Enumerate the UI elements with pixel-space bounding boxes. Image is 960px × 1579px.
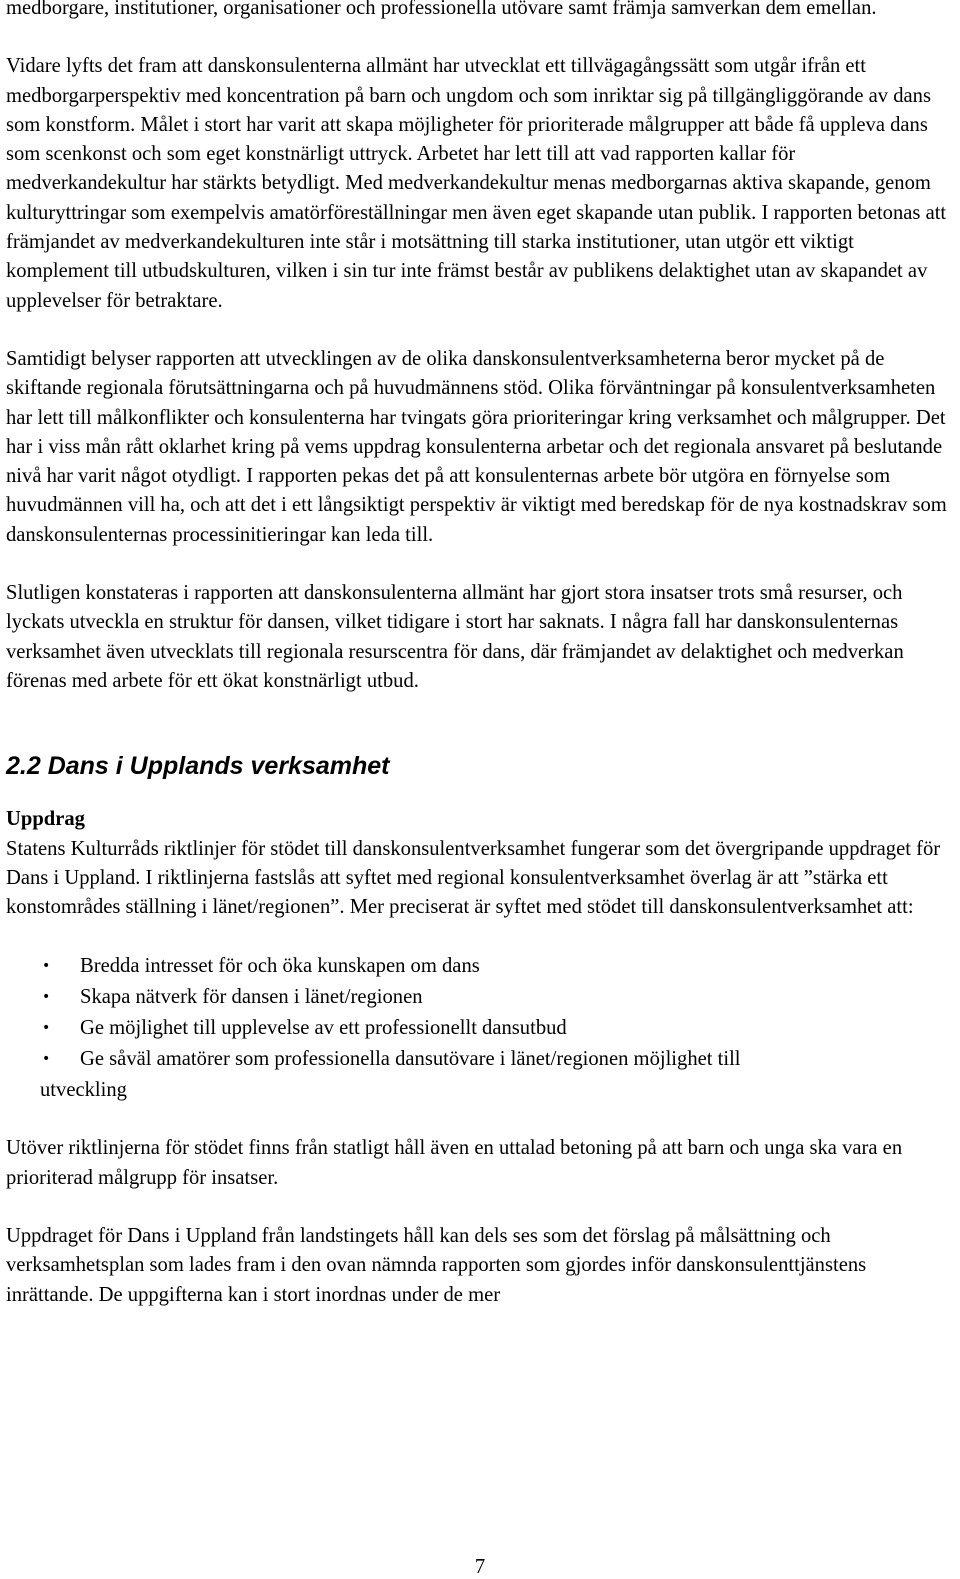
paragraph-continuation: medborgare, institutioner, organisationer och professionella utövare samt främja samverkan dem emellan. [6,0,877,19]
list-item-text: Skapa nätverk för dansen i länet/regionen [80,986,423,1009]
bullet-icon: • [42,1020,51,1037]
section-heading: 2.2 Dans i Upplands verksamhet [6,752,390,781]
paragraph-working-method: Vidare lyfts det fram att danskonsulenterna allmänt har utvecklat ett tillvägagångssätt som utgår ifrån ett medborgarperspektiv med koncentration på barn och ungdom och som inriktar sig på tillgängliggörande av dans som konstform. Målet i stort har varit att skapa möjligheter för prioriterade målgrupper att både få uppleva dans som scenkonst och som eget konstnärligt uttryck. Arbetet har lett till att vad rapporten kallar för medverkandekultur har stärkts betydligt. Med medverkandekultur menas medborgarnas aktiva skapande, genom kulturyttringar som exempelvis amatörföreställningar men även eget skapande utan publik. I rapporten betonas att främjandet av medverkandekulturen inte står i motsättning till starka institutioner, utan utgör ett viktigt komplement till utbudskulturen, vilken i sin tur inte främst består av publikens delaktighet utan av skapandet av upplevelser för betraktare. [6,55,947,312]
paragraph-intro: Statens Kulturråds riktlinjer för stödet till danskonsulentverksamhet fungerar som det övergripande uppdraget för Dans i Uppland. I riktlinjerna fastslås att syftet med regional konsulentverksamhet överlag är att ”stärka ett konstområdes ställning i länet/regionen”. Mer preciserat är syftet med stödet till danskonsulentverksamhet att: [6,837,941,919]
paragraph-conclusion: Slutligen konstateras i rapporten att danskonsulenterna allmänt har gjort stora insatser trots små resurser, och lyckats utveckla en struktur för dansen, vilket tidigare i stort har saknats. I några fall har danskonsulenternas verksamhet även utvecklats till regionala resurscentra för dans, där främjandet av delaktighet och medverkan förenas med arbete för ett ökat konstnärligt utbud. [6,582,904,692]
list-item [6,1044,952,1106]
list-item [6,1013,952,1044]
paragraph-regional-conditions: Samtidigt belyser rapporten att utvecklingen av de olika danskonsulentverksamheterna beror mycket på de skiftande regionala förutsättningarna och på huvudmännens stöd. Olika förväntningar på konsulentverksamheten har lett till målkonflikter och konsulenterna har tvingats göra prioriteringar kring verksamhet och målgrupper. Det har i viss mån rått oklarhet kring på vems uppdrag konsulenterna arbetar och det regionala ansvaret på beslutande nivå har varit något otydligt. I rapporten pekas det på att konsulenternas arbete bör utgöra en förnyelse som huvudmännen vill ha, och att det i ett långsiktigt perspektiv är viktigt med beredskap för de nya kostnadskrav som danskonsulenternas processinitieringar kan leda till. [6,347,947,546]
paragraph-national-emphasis: Utöver riktlinjerna för stödet finns från statligt håll även en uttalad betoning på att barn och unga ska vara en prioriterad målgrupp för insatser. [6,1137,903,1189]
page-number: 7 [474,1556,486,1578]
bullet-list [6,951,952,1105]
bullet-icon: • [42,989,51,1006]
list-item-text: Bredda intresset för och öka kunskapen om dans [80,955,480,978]
list-item [6,951,952,982]
paragraph-county-mission: Uppdraget för Dans i Uppland från landstingets håll kan dels ses som det förslag på målsättning och verksamhetsplan som lades fram i den ovan nämnda rapporten som gjordes inför danskonsulenttjänstens inrättande. De uppgifterna kan i stort inordnas under de mer [6,1225,867,1306]
list-item-text-continuation: utveckling [40,1078,127,1101]
bullet-icon: • [42,1050,51,1067]
bullet-icon: • [42,958,51,975]
list-item-text: Ge såväl amatörer som professionella dansutövare i länet/regionen möjlighet till [80,1047,741,1070]
list-item [6,982,952,1013]
list-item-text: Ge möjlighet till upplevelse av ett professionellt dansutbud [80,1017,567,1040]
document-page [6,0,952,1310]
subsection-heading: Uppdrag [6,808,85,831]
